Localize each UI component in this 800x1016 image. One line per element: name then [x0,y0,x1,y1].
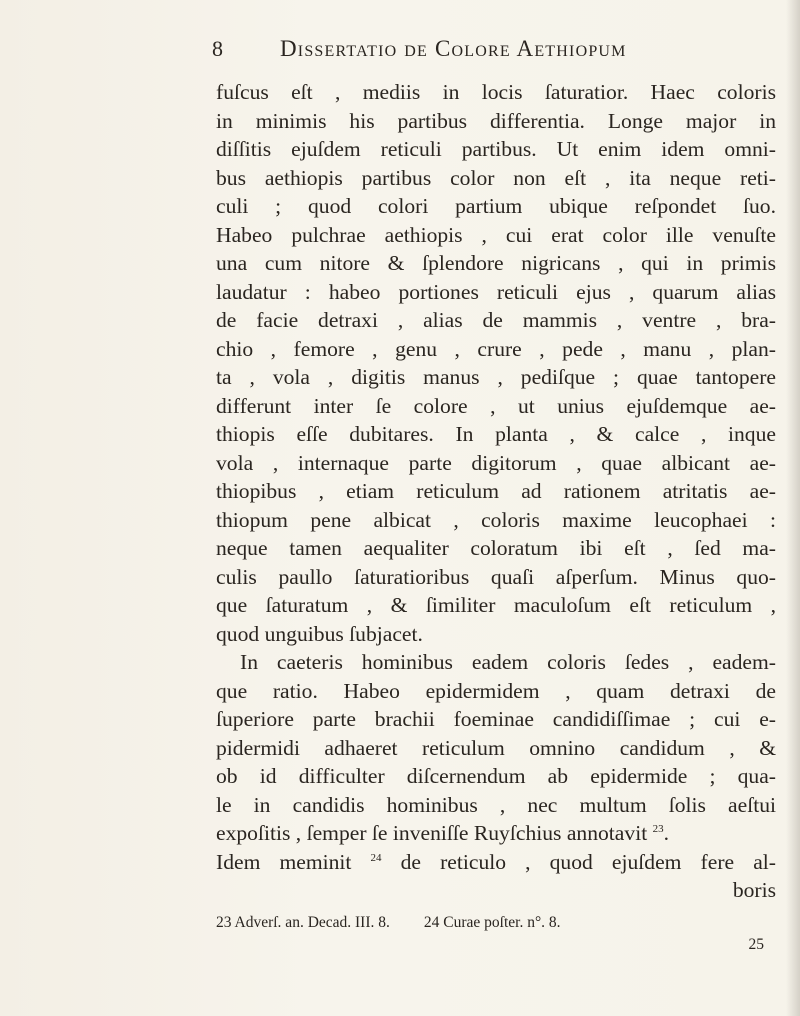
text-line: differunt inter ſe colore , ut unius ejuſdemque ae- [216,393,776,418]
running-header [212,36,772,76]
text-line: chio , femore , genu , crure , pede , manu , plan- [216,336,776,361]
text-fragment: expoſitis , ſemper ſe inveniſſe Ruyſchius annotavit [216,821,648,845]
text-line: pidermidi adhaeret reticulum omnino candidum , & [216,735,776,760]
text-line: vola , internaque parte digitorum , quae albicant ae- [216,450,776,475]
footnote: 23 Adverſ. an. Decad. III. 8. [216,914,390,931]
text-line: de facie detraxi , alias de mammis , ventre , bra- [216,308,776,332]
footnotes [216,913,776,955]
text-fragment: Idem meminit [216,849,352,874]
text-line: fuſcus eſt , mediis in locis ſaturatior. Haec coloris [216,80,776,104]
text-line: boris [732,878,776,902]
text-line: thiopibus , etiam reticulum ad rationem atritatis ae- [216,479,776,503]
main-text [216,78,776,905]
text-line: thiopum pene albicat , coloris maxime leucophaei : [216,507,776,532]
text-line [216,848,776,877]
paragraph-end-line: quod unguibus ſubjacet. [216,621,423,646]
footnote-ref: 24 [370,851,382,864]
text-line: laudatur : habeo portiones reticuli ejus , quarum alias [216,279,776,304]
text-line: que ratio. Habeo epidermidem , quam detraxi de [216,678,776,703]
text-line: culi ; quod colori partium ubique reſpondet ſuo. [216,194,776,218]
text-line: bus aethiopis partibus color non eſt , ita neque reti- [216,165,776,190]
text-line: thiopis eſſe dubitares. In planta , & calce , inque [216,422,776,446]
page-number: 8 [212,36,223,61]
text-fragment: de reticulo , quod ejuſdem fere al- [400,849,776,874]
text-line: Habeo pulchrae aethiopis , cui erat color ille venuſte [216,222,776,247]
paragraph-start-line: In caeteris hominibus eadem coloris ſedes , eadem- [240,650,776,674]
catchword: 25 [748,936,764,953]
text-line: neque tamen aequaliter coloratum ibi eſt , ſed ma- [216,536,776,560]
text-line: que ſaturatum , & ſimiliter maculoſum eſt reticulum , [216,593,776,617]
text-line: ſuperiore parte brachii foeminae candidiſſimae ; cui e- [216,707,776,731]
text-line: culis paullo ſaturatioribus quaſi aſperſum. Minus quo- [216,564,776,589]
text-line: ta , vola , digitis manus , pediſque ; quae tantopere [216,365,776,389]
footnote: 24 Curae poſter. n°. 8. [423,914,561,931]
text-line: ob id difficulter diſcernendum ab epidermide ; qua- [216,764,776,788]
footnote-row [216,913,776,933]
text-line: diſſitis ejuſdem reticuli partibus. Ut enim idem omni- [216,137,776,161]
page-edge-shadow [786,0,800,1016]
text-line: in minimis his partibus differentia. Longe major in [216,108,776,133]
text-line: una cum nitore & ſplendore nigricans , qui in primis [216,251,776,275]
footnote-ref: 23 [652,822,664,835]
text-line: le in candidis hominibus , nec multum ſolis aeſtui [216,792,776,817]
text-line: expoſitis , ſemper ſe inveniſſe Ruyſchius annotavit $^{23}$. [216,821,670,845]
running-title: Dissertatio de Colore Aethiopum [280,36,627,61]
